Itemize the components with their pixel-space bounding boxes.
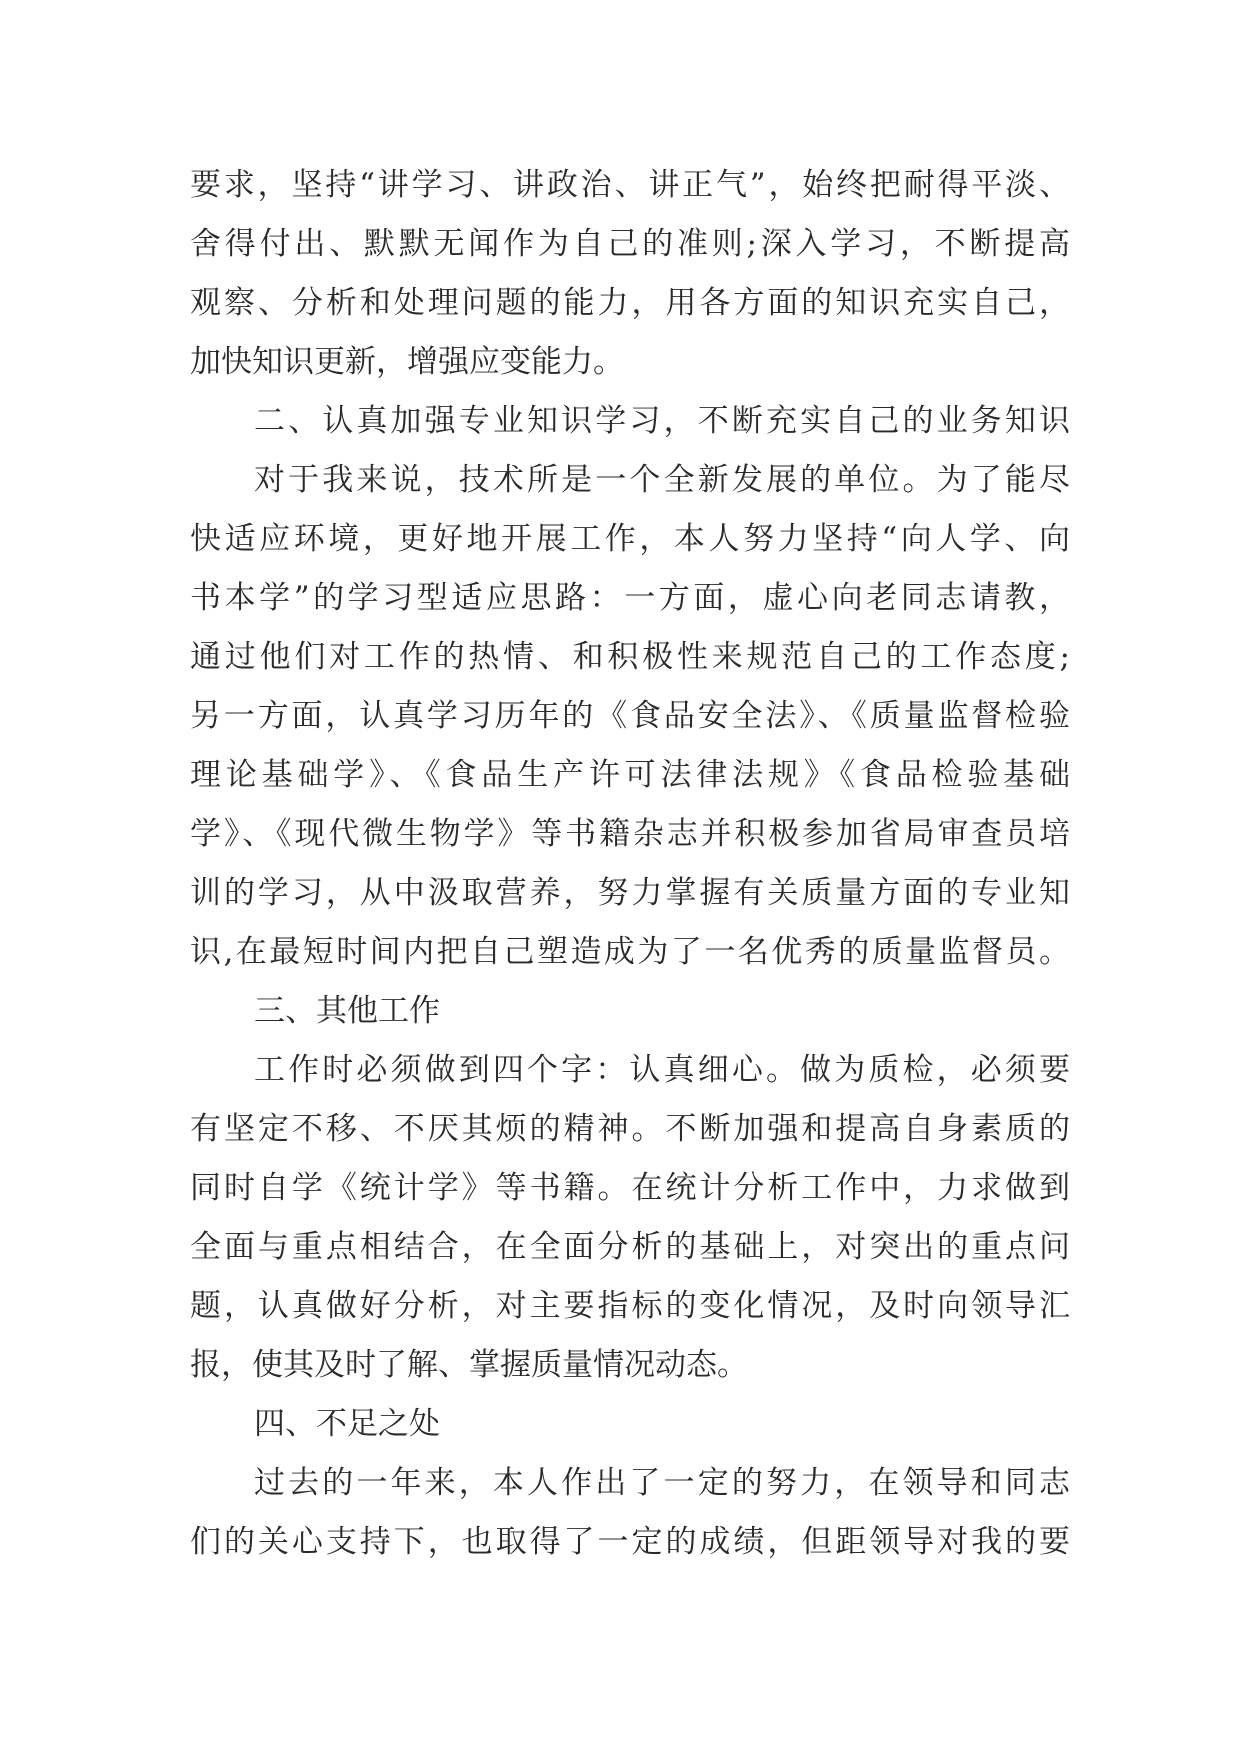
body-line: 书本学”的学习型适应思路：一方面，虚心向老同志请教， [190,580,1070,616]
body-line: 报，使其及时了解、掌握质量情况动态。 [190,1347,748,1383]
body-line: 观察、分析和处理问题的能力，用各方面的知识充实自己， [190,285,1070,321]
body-line: 理论基础学》、《食品生产许可法律法规》《食品检验基础 [190,757,1070,793]
body-line: 训的学习，从中汲取营养，努力掌握有关质量方面的专业知 [190,875,1070,911]
body-line: 要求，坚持“讲学习、讲政治、讲正气”，始终把耐得平淡、 [190,167,1070,203]
body-line: 全面与重点相结合，在全面分析的基础上，对突出的重点问 [190,1229,1070,1265]
body-line: 快适应环境，更好地开展工作，本人努力坚持“向人学、向 [190,521,1070,557]
section-heading: 三、其他工作 [254,993,440,1029]
body-line: 有坚定不移、不厌其烦的精神。不断加强和提高自身素质的 [190,1111,1070,1147]
body-line: 们的关心支持下，也取得了一定的成绩，但距领导对我的要 [190,1524,1070,1560]
section-heading: 四、不足之处 [254,1406,440,1442]
paragraph-first-line: 对于我来说，技术所是一个全新发展的单位。为了能尽 [254,462,1070,498]
body-line: 题，认真做好分析，对主要指标的变化情况，及时向领导汇 [190,1288,1070,1324]
body-line: 识,在最短时间内把自己塑造成为了一名优秀的质量监督员。 [190,934,1070,970]
document-body [190,156,1070,1572]
paragraph-first-line: 过去的一年来，本人作出了一定的努力，在领导和同志 [254,1465,1070,1501]
body-line: 通过他们对工作的热情、和积极性来规范自己的工作态度; [190,639,1070,675]
body-line: 同时自学《统计学》等书籍。在统计分析工作中，力求做到 [190,1170,1070,1206]
body-line: 学》、《现代微生物学》等书籍杂志并积极参加省局审查员培 [190,816,1070,852]
body-line: 另一方面，认真学习历年的《食品安全法》、《质量监督检验 [190,698,1070,734]
section-heading: 二、认真加强专业知识学习，不断充实自己的业务知识 [254,403,1070,439]
body-line: 舍得付出、默默无闻作为自己的准则;深入学习，不断提高 [190,226,1070,262]
paragraph-first-line: 工作时必须做到四个字：认真细心。做为质检，必须要 [254,1052,1070,1088]
body-line: 加快知识更新，增强应变能力。 [190,344,624,380]
